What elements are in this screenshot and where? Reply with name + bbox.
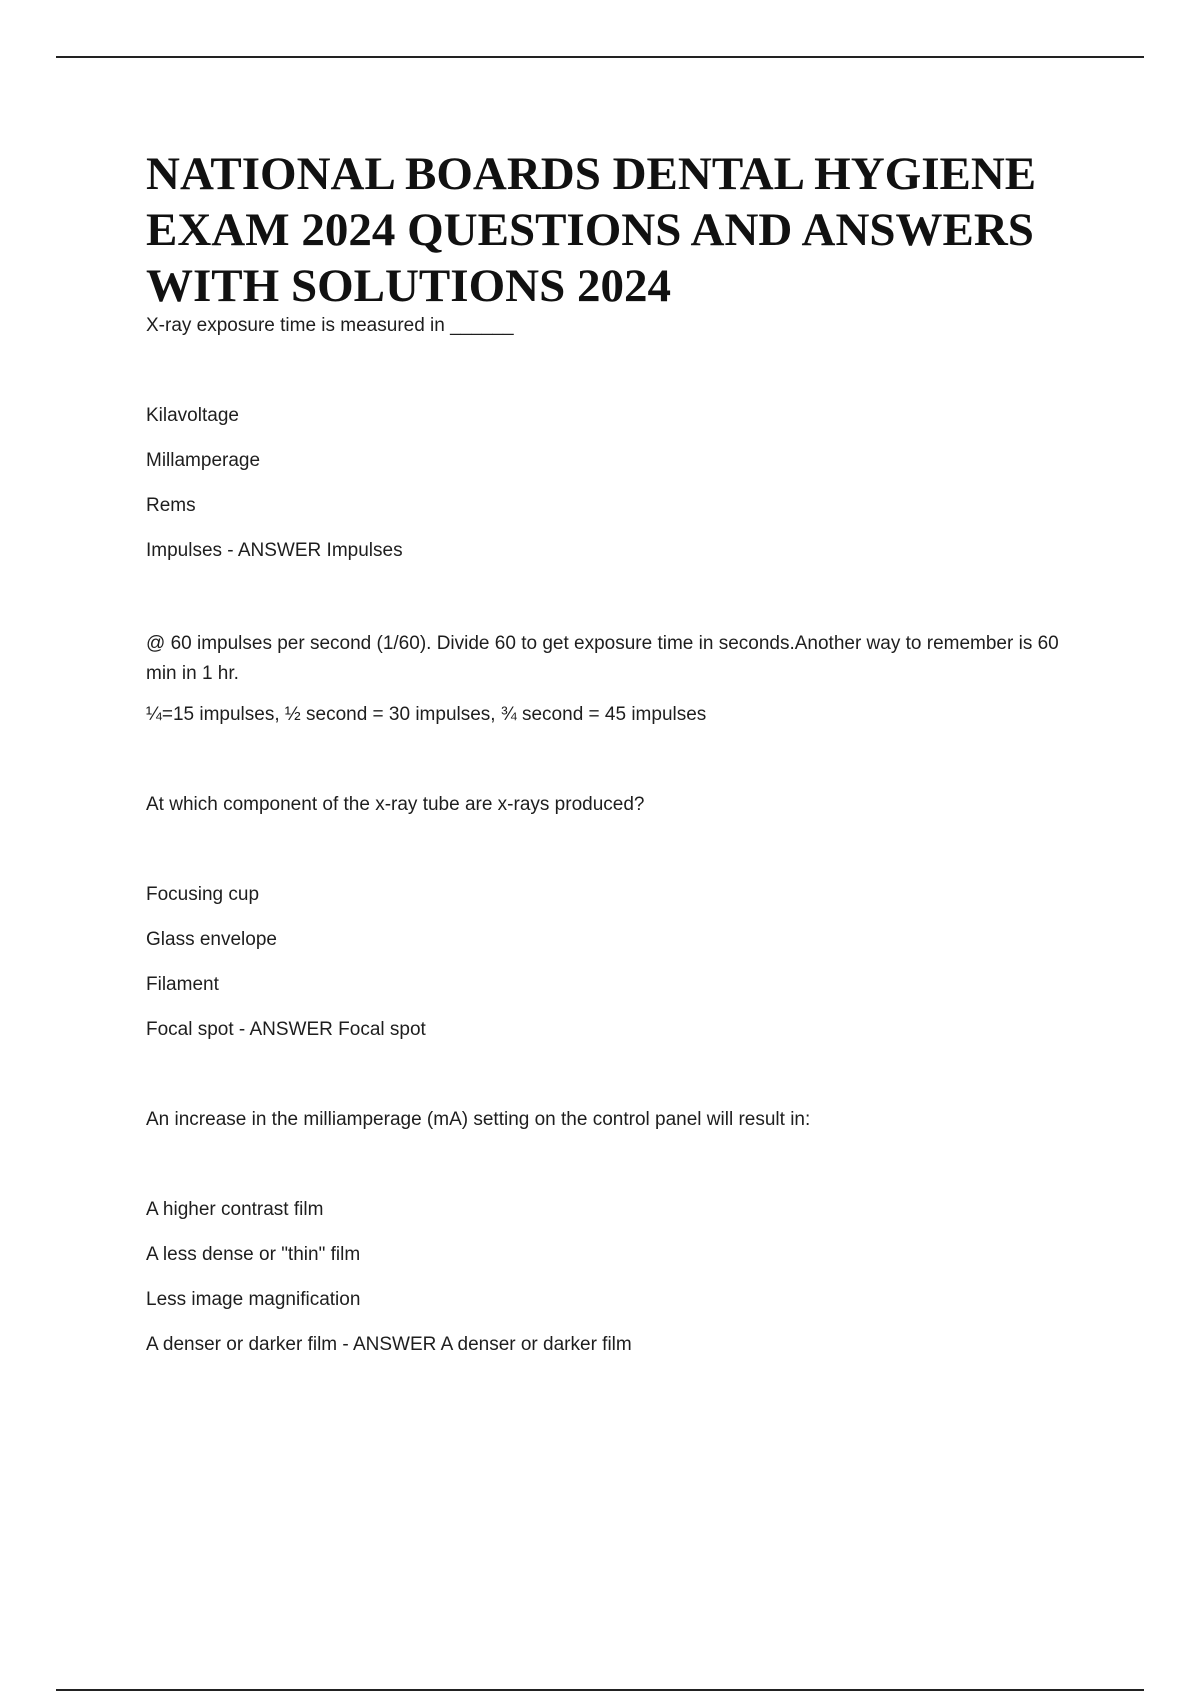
question-1-option-2: Millamperage xyxy=(146,450,261,471)
question-1-prompt: X-ray exposure time is measured in ______ xyxy=(146,315,514,336)
question-1-option-3: Rems xyxy=(146,495,196,516)
question-2-option-4-answer: Focal spot - ANSWER Focal spot xyxy=(146,1019,426,1040)
question-1-explanation-2: ¼=15 impulses, ½ second = 30 impulses, ¾ second = 45 impulses xyxy=(146,704,707,725)
question-3-prompt: An increase in the milliamperage (mA) setting on the control panel will result in: xyxy=(146,1109,811,1130)
document-body xyxy=(146,146,1086,1357)
question-1-explanation-1: @ 60 impulses per second (1/60). Divide 60 to get exposure time in seconds.Another way to remember is 60 min in 1 hr. xyxy=(146,633,1059,684)
question-1-option-4-answer: Impulses - ANSWER Impulses xyxy=(146,540,403,561)
question-2-option-2: Glass envelope xyxy=(146,929,277,950)
question-2 xyxy=(146,793,1086,1042)
question-3-option-3: Less image magnification xyxy=(146,1289,361,1310)
question-3 xyxy=(146,1108,1086,1357)
question-2-option-1: Focusing cup xyxy=(146,884,260,905)
question-3-option-2: A less dense or "thin" film xyxy=(146,1244,361,1265)
question-1-option-1: Kilavoltage xyxy=(146,405,239,426)
question-2-prompt: At which component of the x-ray tube are x-rays produced? xyxy=(146,794,645,815)
top-rule xyxy=(56,56,1144,58)
question-3-option-4-answer: A denser or darker film - ANSWER A denser or darker film xyxy=(146,1334,632,1355)
bottom-rule xyxy=(56,1689,1144,1691)
question-2-option-3: Filament xyxy=(146,974,219,995)
question-3-option-1: A higher contrast film xyxy=(146,1199,324,1220)
document-title: NATIONAL BOARDS DENTAL HYGIENE EXAM 2024 QUESTIONS AND ANSWERS WITH SOLUTIONS 2024 xyxy=(146,148,1037,312)
question-1 xyxy=(146,314,1086,727)
